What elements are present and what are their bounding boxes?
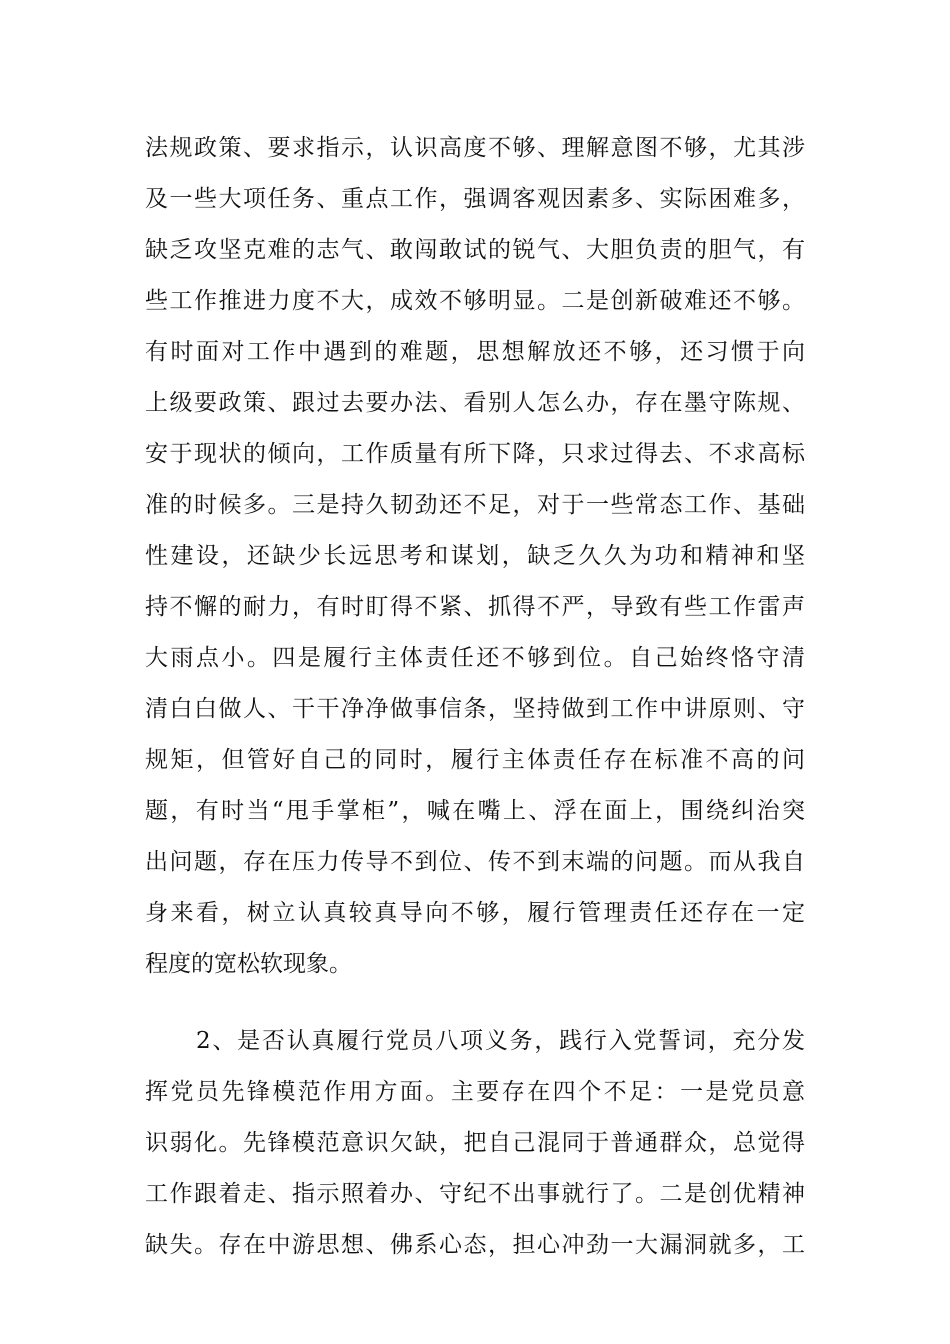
- text-line: 上级要政策、跟过去要办法、看别人怎么办，存在墨守陈规、: [145, 390, 805, 416]
- text-line: 持不懈的耐力，有时盯得不紧、抓得不严，导致有些工作雷声: [145, 594, 805, 620]
- paragraph-start-line: 2、是否认真履行党员八项义务，践行入党誓词，充分发: [196, 1028, 805, 1054]
- text-line: 出问题，存在压力传导不到位、传不到末端的问题。而从我自: [145, 849, 805, 875]
- text-line: 缺失。存在中游思想、佛系心态，担心冲劲一大漏洞就多，工: [145, 1232, 805, 1258]
- text-line: 法规政策、要求指示，认识高度不够、理解意图不够，尤其涉: [145, 135, 805, 161]
- text-line: 清白白做人、干干净净做事信条，坚持做到工作中讲原则、守: [145, 696, 805, 722]
- text-line: 及一些大项任务、重点工作，强调客观因素多、实际困难多，: [145, 186, 805, 212]
- text-line: 性建设，还缺少长远思考和谋划，缺乏久久为功和精神和坚: [145, 543, 805, 569]
- text-line: 准的时候多。三是持久韧劲还不足，对于一些常态工作、基础: [145, 492, 805, 518]
- text-line: 工作跟着走、指示照着办、守纪不出事就行了。二是创优精神: [145, 1181, 805, 1207]
- text-line: 缺乏攻坚克难的志气、敢闯敢试的锐气、大胆负责的胆气，有: [145, 237, 805, 263]
- text-line: 安于现状的倾向，工作质量有所下降，只求过得去、不求高标: [145, 441, 805, 467]
- text-line: 些工作推进力度不大，成效不够明显。二是创新破难还不够。: [145, 288, 805, 314]
- text-line: 身来看，树立认真较真导向不够，履行管理责任还存在一定: [145, 900, 805, 926]
- text-line: 挥党员先锋模范作用方面。主要存在四个不足：一是党员意: [145, 1079, 805, 1105]
- text-line: 有时面对工作中遇到的难题，思想解放还不够，还习惯于向: [145, 339, 805, 365]
- text-line: 大雨点小。四是履行主体责任还不够到位。自己始终恪守清: [145, 645, 805, 671]
- text-line: 规矩，但管好自己的同时，履行主体责任存在标准不高的问: [145, 747, 805, 773]
- text-line: 识弱化。先锋模范意识欠缺，把自己混同于普通群众，总觉得: [145, 1130, 805, 1156]
- text-line: 程度的宽松软现象。: [145, 951, 352, 977]
- text-line: 题，有时当“甩手掌柜”，喊在嘴上、浮在面上，围绕纠治突: [145, 798, 805, 824]
